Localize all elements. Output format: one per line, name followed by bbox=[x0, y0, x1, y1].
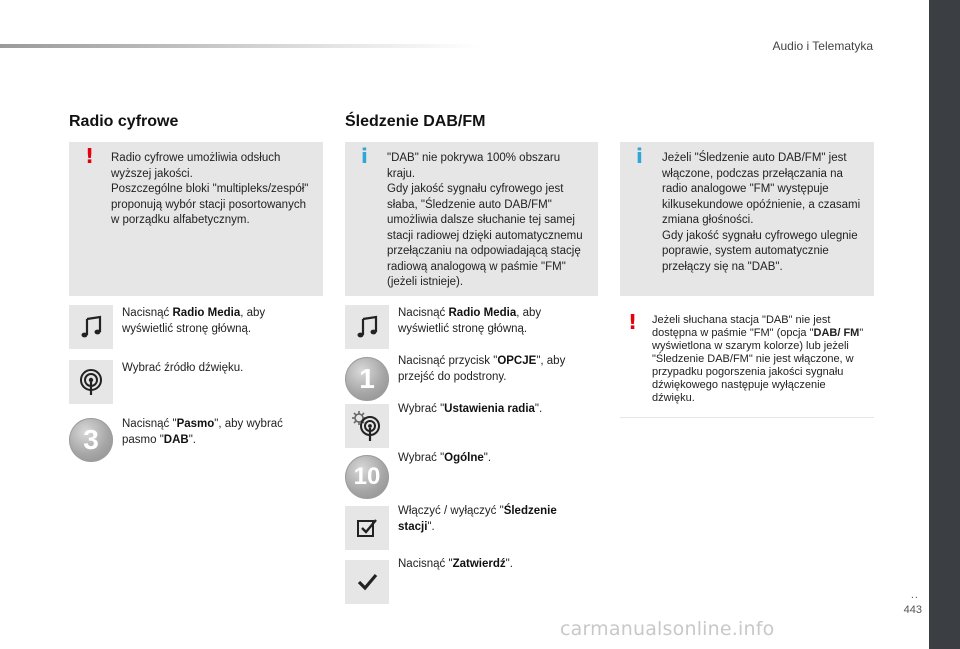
radio-antenna-icon bbox=[77, 368, 105, 396]
step-text: ", aby wybrać pasmo " bbox=[122, 418, 283, 446]
right-note-line-1: Jeżeli "Śledzenie auto DAB/FM" jest włączone, podczas przełączania na radio analogowe "FM" występuje kilkusekundowe opóźnienie, a czasami zmiana głośności. bbox=[662, 152, 861, 226]
step-bold: Śledzenie stacji bbox=[398, 505, 557, 533]
right-note-line-2: Gdy jakość sygnału cyfrowego ulegnie poprawie, system automatycznie przełączy się na "DAB". bbox=[662, 229, 858, 273]
step-text: , aby wyświetlić stronę główną. bbox=[398, 307, 542, 335]
step-bold: Pasmo bbox=[176, 418, 215, 430]
step-text: Nacisnąć bbox=[398, 307, 449, 319]
middle-step-1 bbox=[398, 305, 578, 337]
middle-step-2 bbox=[398, 353, 583, 385]
middle-info-note bbox=[345, 142, 598, 296]
step-text: ", aby przejść do podstrony. bbox=[398, 355, 566, 383]
middle-step-5 bbox=[398, 503, 583, 535]
step-text: ". bbox=[534, 403, 543, 415]
info-icon: i bbox=[636, 144, 643, 168]
music-button-icon-box bbox=[69, 305, 113, 349]
step-text: ". bbox=[427, 521, 435, 533]
step-text: ". bbox=[483, 452, 492, 464]
left-warning-note bbox=[69, 142, 323, 296]
music-note-icon bbox=[78, 314, 104, 340]
left-note-line-1: Radio cyfrowe umożliwia odsłuch wyższej jakości. bbox=[111, 152, 281, 180]
step-text: ". bbox=[188, 434, 196, 446]
warning-icon: ! bbox=[628, 310, 638, 334]
music-button-icon-box bbox=[345, 305, 389, 349]
watermark: carmanualsonline.info bbox=[560, 618, 775, 640]
step-bold: Radio Media bbox=[448, 307, 517, 319]
radio-source-icon-box bbox=[69, 360, 113, 404]
left-step-3 bbox=[122, 416, 312, 448]
step-text: Wybrać źródło dźwięku. bbox=[122, 362, 244, 374]
music-note-icon bbox=[354, 314, 380, 340]
page-dots: .. bbox=[910, 589, 919, 601]
step-text: ". bbox=[505, 558, 513, 570]
checkmark-icon bbox=[356, 571, 378, 593]
left-section-title: Radio cyfrowe bbox=[69, 113, 179, 130]
middle-step-6 bbox=[398, 556, 583, 572]
checkbox-icon bbox=[355, 516, 379, 540]
step-bold: DAB bbox=[163, 434, 189, 446]
step-number-badge: 3 bbox=[69, 418, 113, 462]
middle-note-line-2: Gdy jakość sygnału cyfrowego jest słaba, "Śledzenie auto DAB/FM" umożliwia dalsze słuchanie tej samej stacji radiowej dzięki automatycznemu przełączaniu na odpowiadającą stację radiową analogową w paśmie "FM" (jeżeli istnieje). bbox=[387, 183, 583, 288]
warning-icon: ! bbox=[85, 144, 95, 168]
step-text: Nacisnąć " bbox=[398, 558, 453, 570]
step-text: Włączyć / wyłączyć " bbox=[398, 505, 504, 517]
step-text: Wybrać " bbox=[398, 403, 445, 415]
warning-text: Jeżeli słuchana stacja "DAB" nie jest dostępna w paśmie "FM" (opcja " bbox=[652, 314, 831, 339]
step-number-badge: 1 bbox=[345, 357, 389, 401]
step-text: Nacisnąć bbox=[122, 307, 173, 319]
radio-settings-icon bbox=[350, 409, 384, 443]
middle-step-4 bbox=[398, 450, 583, 466]
radio-settings-icon-box bbox=[345, 404, 389, 448]
right-info-note bbox=[620, 142, 874, 296]
step-bold: Ogólne bbox=[444, 452, 484, 464]
step-text: , aby wyświetlić stronę główną. bbox=[122, 307, 266, 335]
middle-step-3 bbox=[398, 401, 583, 417]
left-step-1 bbox=[122, 305, 302, 337]
step-bold: Radio Media bbox=[172, 307, 241, 319]
step-bold: Zatwierdź bbox=[452, 558, 506, 570]
step-text: Nacisnąć przycisk " bbox=[398, 355, 498, 367]
step-bold: Ustawienia radia bbox=[444, 403, 535, 415]
left-note-line-2: Poszczególne bloki "multipleks/zespół" proponują wybór stacji posortowanych w porządku alfabetycznym. bbox=[111, 183, 309, 226]
step-bold: OPCJE bbox=[497, 355, 537, 367]
step-text: Nacisnąć " bbox=[122, 418, 177, 430]
warning-text: " wyświetlona w szarym kolorze) lub jeżeli "Śledzenie DAB/FM" nie jest włączone, w przypadku pogorszenia jakości sygnału dźwiękowego następuje wyłączenie dźwięku. bbox=[652, 327, 864, 404]
info-icon: i bbox=[361, 144, 368, 168]
right-warning-note bbox=[620, 312, 874, 418]
side-tab-bar bbox=[929, 0, 960, 649]
middle-note-line-1: "DAB" nie pokrywa 100% obszaru kraju. bbox=[387, 152, 561, 180]
header-gradient-rule bbox=[0, 44, 480, 48]
confirm-icon-box bbox=[345, 560, 389, 604]
left-step-2 bbox=[122, 360, 302, 376]
warning-bold: DAB/ FM bbox=[813, 327, 860, 339]
middle-section-title: Śledzenie DAB/FM bbox=[345, 113, 486, 130]
page-number: 443 bbox=[903, 604, 922, 616]
checkbox-icon-box bbox=[345, 506, 389, 550]
section-header: Audio i Telematyka bbox=[772, 39, 873, 53]
step-text: Wybrać " bbox=[398, 452, 445, 464]
step-number-badge: 10 bbox=[345, 455, 389, 499]
